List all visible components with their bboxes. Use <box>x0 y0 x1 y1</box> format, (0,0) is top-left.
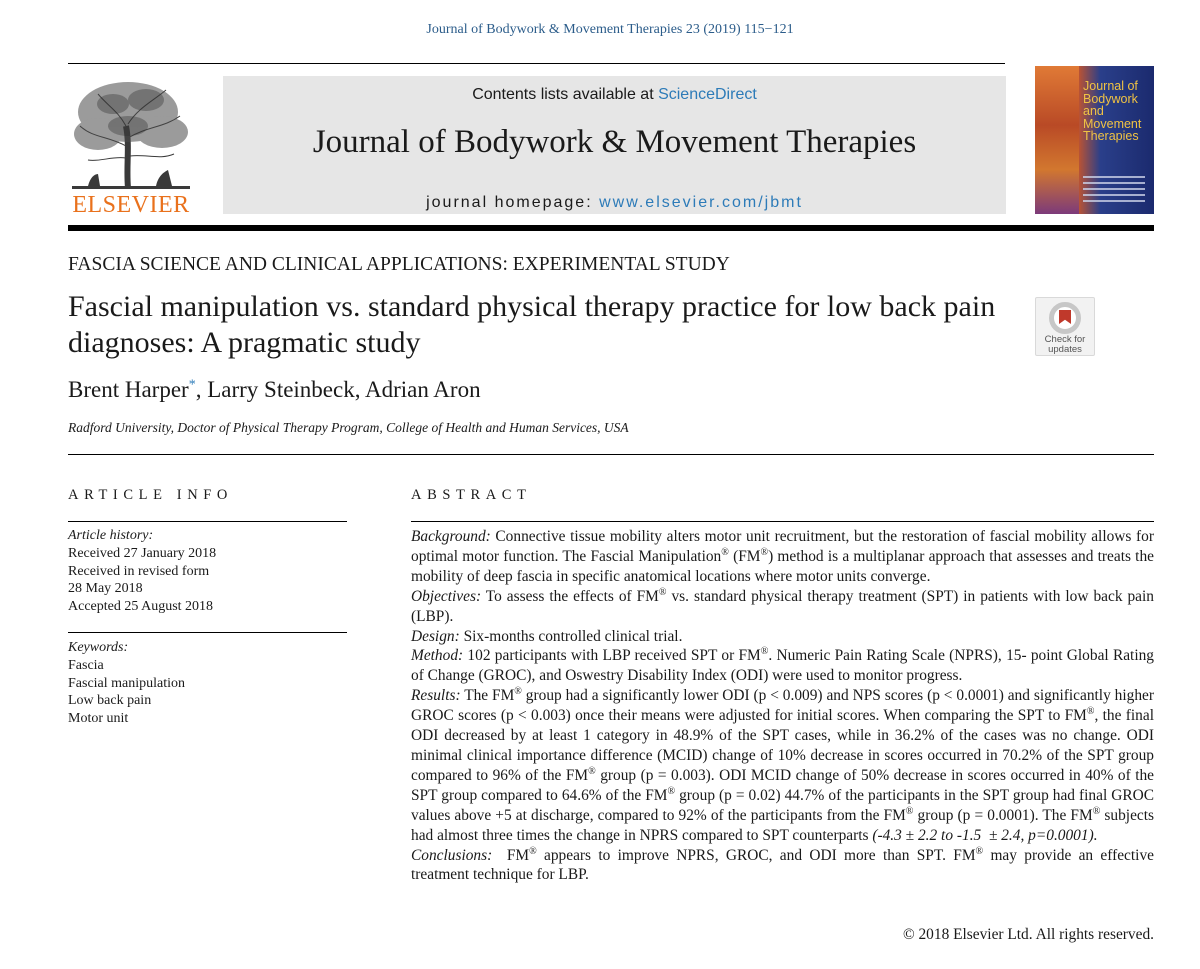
article-info-heading: ARTICLE INFO <box>68 487 234 503</box>
journal-citation[interactable]: Journal of Bodywork & Movement Therapies 23 (2019) 115−121 <box>426 22 794 37</box>
history-item: Received in revised form <box>68 563 210 579</box>
cover-text-lines <box>1083 176 1145 206</box>
abstract-rule <box>411 521 1154 522</box>
article-history <box>68 527 216 616</box>
author-list <box>68 377 481 403</box>
bookmark-icon <box>1049 302 1081 334</box>
journal-cover-image[interactable] <box>1035 66 1154 214</box>
journal-title: Journal of Bodywork & Movement Therapies <box>312 124 917 160</box>
keyword-item: Fascia <box>68 657 104 673</box>
history-label: Article history: <box>68 528 154 543</box>
sciencedirect-link[interactable]: ScienceDirect <box>658 86 757 103</box>
journal-banner <box>223 76 1006 214</box>
homepage-line <box>223 194 1006 212</box>
homepage-link[interactable]: www.elsevier.com/jbmt <box>599 194 803 211</box>
abstract-results: Results: The FM® group had a significantly lower ODI (p < 0.009) and NPS scores (p < 0.0001) and significantly higher GROC scores (p < 0.003) once their means were adjusted for initial scores. When comparing the SPT to FM®, the final ODI decreased by at least 1 category in 48.9% of the SPT cases, while in 36.2% of the cases was no change. ODI minimal clinical importance difference (MCID) change of 10% decrease in scores occurred in 70.2% of the SPT group compared to 96% of the FM® group (p = 0.003). ODI MCID change of 50% decrease in scores occurred in 40% of the SPT group compared to 64.6% of the FM® group (p = 0.02) 44.7% of the participants in the SPT group had final GROC values above +5 at discharge, compared to 92% of the participants from the FM® group (p = 0.0001). The FM® subjects had almost three times the change in NPRS compared to SPT counterparts (-4.3 ± 2.2 to -1.5 ± 2.4, p=0.0001). <box>411 686 1154 844</box>
abstract-conclusions: Conclusions: FM® appears to improve NPRS, GROC, and ODI more than SPT. FM® may provide an effective treatment technique for LBP. <box>411 845 1154 884</box>
keyword-item: Low back pain <box>68 693 152 709</box>
contents-line <box>223 86 1006 104</box>
info-rule <box>68 632 347 633</box>
keyword-item: Motor unit <box>68 711 129 727</box>
abstract-body <box>411 527 1154 885</box>
cover-title: Journal of Bodywork and Movement Therapies <box>1083 79 1142 143</box>
info-rule <box>68 521 347 522</box>
elsevier-wordmark[interactable]: ELSEVIER <box>72 192 190 218</box>
contents-prefix: Contents lists available at <box>472 86 659 103</box>
keyword-item: Fascial manipulation <box>68 675 186 691</box>
abstract-background: Background: Connective tissue mobility alters motor unit recruitment, but the restoration of fascial mobility allows for optimal motor function. The Fascial Manipulation® (FM®) method is a multiplanar approach that assesses and treats the mobility of deep fascia in specific anatomical locations where motor units converge. <box>411 528 1154 585</box>
corresponding-author-mark[interactable]: * <box>188 377 196 393</box>
article-section: FASCIA SCIENCE AND CLINICAL APPLICATIONS: EXPERIMENTAL STUDY <box>68 254 730 275</box>
abstract-design: Design: Six-months controlled clinical trial. <box>411 627 683 645</box>
copyright-notice: © 2018 Elsevier Ltd. All rights reserved. <box>902 926 1154 943</box>
abstract-heading: ABSTRACT <box>411 487 532 503</box>
keywords-list <box>68 639 185 728</box>
header-thick-rule <box>68 225 1154 231</box>
article-title: Fascial manipulation vs. standard physical therapy practice for low back pain diagnoses: A pragmatic study <box>68 290 996 359</box>
abstract-objectives: Objectives: To assess the effects of FM® vs. standard physical therapy treatment (SPT) in patients with low back pain (LBP). <box>411 586 1154 625</box>
section-rule <box>68 454 1154 455</box>
author-names-rest: , Larry Steinbeck, Adrian Aron <box>195 377 481 402</box>
header-rule <box>68 63 1005 64</box>
author-affiliation: Radford University, Doctor of Physical Therapy Program, College of Health and Human Services, USA <box>68 420 629 435</box>
abstract-method: Method: 102 participants with LBP received SPT or FM®. Numeric Pain Rating Scale (NPRS), 15- point Global Rating of Change (GROC), and Oswestry Disability Index (ODI) were used to monitor progress. <box>411 646 1154 685</box>
cover-artwork <box>1035 66 1079 214</box>
check-for-updates-button[interactable] <box>1035 297 1095 356</box>
history-item: 28 May 2018 <box>68 581 143 597</box>
keywords-label: Keywords: <box>68 640 129 655</box>
check-for-updates-label: Check for updates <box>1044 334 1086 355</box>
history-item: Accepted 25 August 2018 <box>68 599 214 615</box>
homepage-prefix: journal homepage: <box>426 194 600 211</box>
author-name[interactable]: Brent Harper <box>68 377 189 402</box>
history-item: Received 27 January 2018 <box>68 545 217 561</box>
